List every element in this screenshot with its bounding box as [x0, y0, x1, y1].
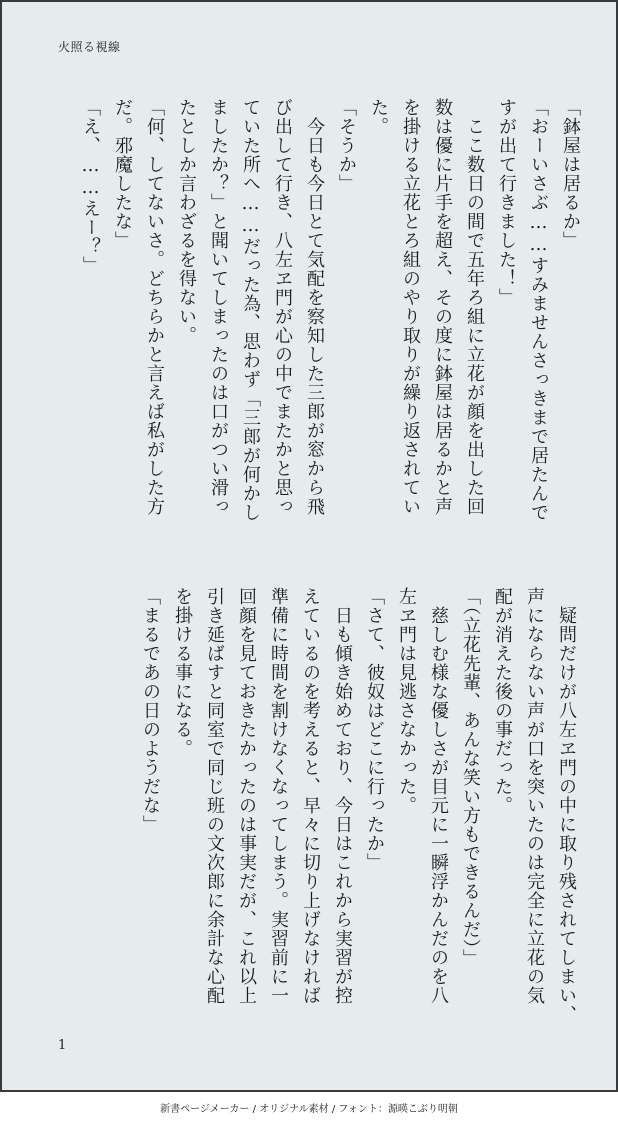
text-line: たとしか言わざるを得ない。 — [176, 98, 197, 345]
text-line: 引き延ばすと同室で同じ班の文次郎に余計な心配 — [204, 587, 225, 1005]
text-line: び出して行き、八左ヱ門が心の中でまたかと思っ — [272, 98, 293, 516]
text-line: 日も傾き始めており、今日はこれから実習が控 — [332, 587, 353, 1005]
text-line: ていた所へ……だった為、思わず「三郎が何かし — [240, 98, 261, 522]
text-line: 慈しむ様な優しさが目元に一瞬浮かんだのを八 — [428, 587, 449, 1005]
text-line: 準備に時間を割けなくなってしまう。実習前に一 — [268, 587, 289, 1005]
text-line: えているのを考えると、早々に切り上げなければ — [300, 587, 321, 1005]
text-line: 「そうか」 — [336, 98, 357, 193]
text-line: 「鉢屋は居るか」 — [560, 98, 581, 250]
text-line: 回顔を見ておきたかったのは事実だが、これ以上 — [236, 587, 257, 1005]
text-line: 「え、……えー？」 — [80, 98, 101, 275]
text-block-bottom — [134, 587, 582, 1047]
text-line: 数は優に片手を超え、その度に鉢屋は居るかと声 — [432, 98, 453, 516]
text-line: 「まるであの日のようだな」 — [140, 587, 161, 834]
text-line: を掛ける立花とろ組のやり取りが繰り返されてい — [400, 98, 421, 516]
running-title: 火照る視線 — [58, 40, 121, 54]
text-line: 配が消えた後の事だった。 — [492, 587, 513, 815]
text-line: を掛ける事になる。 — [172, 587, 193, 758]
text-line: た。 — [368, 98, 389, 136]
text-line: ここ数日の間で五年ろ組に立花が顔を出した回 — [464, 98, 485, 516]
text-line: だ。邪魔したな」 — [112, 98, 133, 250]
text-line: 左ヱ門は見逃さなかった。 — [396, 587, 417, 815]
page-number: 1 — [58, 1038, 67, 1053]
text-block-top — [74, 98, 586, 538]
text-line: 「さて、彼奴はどこに行ったか」 — [364, 587, 385, 872]
text-line: 「何、してないさ。どちらかと言えば私がした方 — [144, 98, 165, 516]
text-line: 声にならない声が口を突いたのは完全に立花の気 — [524, 587, 545, 1005]
text-line: 疑問だけが八左ヱ門の中に取り残されてしまい、 — [556, 587, 577, 1024]
footer-credit: 新書ページメーカー / オリジナル素材 / フォント：源暎こぶり明朝 — [160, 1104, 458, 1115]
text-line: 「（立花先輩、あんな笑い方もできるんだ）」 — [460, 587, 481, 968]
text-line: 「おーいさぶ……すみませんさっきまで居たんで — [528, 98, 549, 522]
text-line: すが出て行きました！」 — [496, 98, 517, 307]
text-line: ましたか？」と聞いてしまったのは口がつい滑っ — [208, 98, 229, 516]
text-line: 今日も今日とて気配を察知した三郎が窓から飛 — [304, 98, 325, 516]
